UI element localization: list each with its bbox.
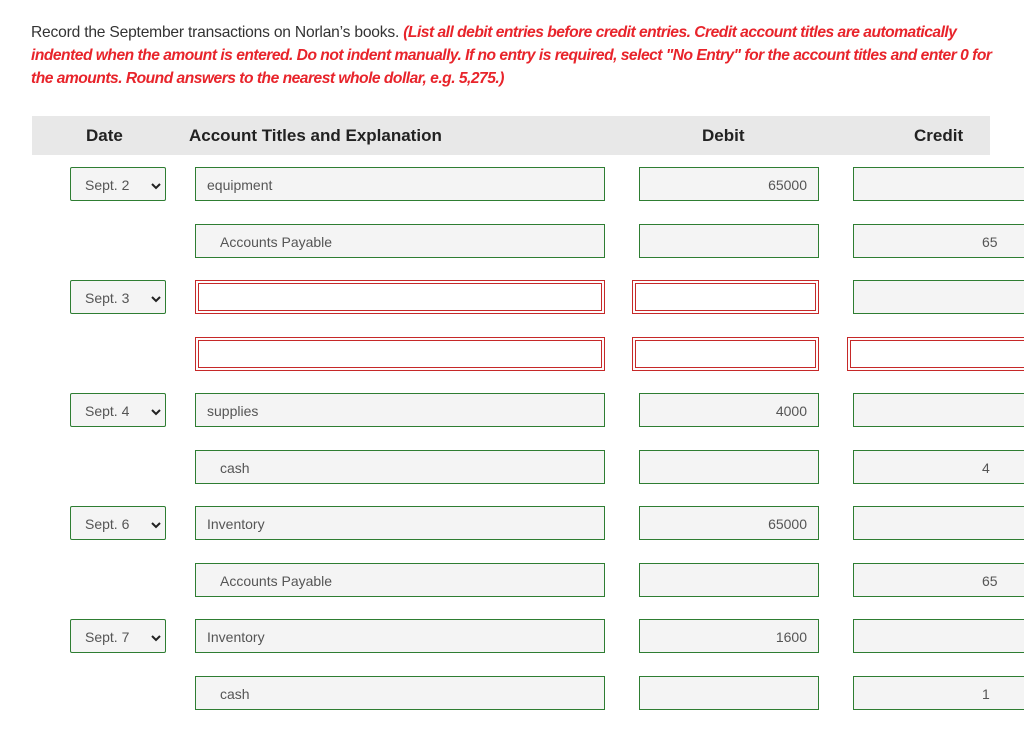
- date-select-value: Sept. 2: [85, 177, 130, 193]
- journal-row: [0, 167, 1024, 203]
- date-select[interactable]: [70, 280, 166, 314]
- account-title-field-value: cash: [220, 686, 250, 702]
- journal-row: [0, 393, 1024, 429]
- account-title-field-value: cash: [220, 460, 250, 476]
- journal-row: [0, 337, 1024, 373]
- account-title-field[interactable]: [195, 676, 605, 710]
- account-title-field[interactable]: [195, 450, 605, 484]
- debit-field[interactable]: [639, 167, 819, 201]
- credit-field[interactable]: [853, 224, 1024, 258]
- chevron-down-icon: [150, 292, 162, 304]
- debit-field[interactable]: [639, 619, 819, 653]
- date-select[interactable]: [70, 506, 166, 540]
- account-title-field[interactable]: [195, 619, 605, 653]
- account-title-field-value: Inventory: [207, 629, 265, 645]
- chevron-down-icon: [150, 405, 162, 417]
- credit-field-value: 65: [982, 234, 998, 250]
- account-title-field-value: Accounts Payable: [220, 234, 333, 250]
- header-credit: Credit: [914, 126, 964, 145]
- chevron-down-icon: [150, 518, 162, 530]
- debit-field-value: 65000: [768, 177, 807, 193]
- chevron-down-icon: [150, 631, 162, 643]
- credit-field[interactable]: [853, 506, 1024, 540]
- credit-field-value: 4: [982, 460, 990, 476]
- debit-field-inner: [635, 283, 816, 311]
- debit-field[interactable]: [639, 563, 819, 597]
- credit-field[interactable]: [853, 676, 1024, 710]
- credit-field[interactable]: [853, 619, 1024, 653]
- date-select[interactable]: [70, 619, 166, 653]
- header-date: Date: [86, 126, 123, 145]
- instructions-emphasis: (List all debit entries before credit entries. Credit account titles are automatically indented when the amount is entered. Do not indent manually. If no entry is required, select "No Entry" for the account titles and enter 0 for the amounts. Round answers to the nearest whole dollar, e.g. 5,275.): [31, 24, 992, 87]
- journal-row: [0, 224, 1024, 260]
- account-title-field[interactable]: [195, 393, 605, 427]
- header-account: Account Titles and Explanation: [189, 126, 442, 145]
- debit-field[interactable]: [639, 393, 819, 427]
- account-title-field-inner: [198, 340, 602, 368]
- journal-row: [0, 280, 1024, 316]
- date-select-value: Sept. 7: [85, 629, 130, 645]
- credit-field-value: 1: [982, 686, 990, 702]
- journal-row: [0, 450, 1024, 486]
- account-title-field-inner: [198, 283, 602, 311]
- chevron-down-icon: [150, 179, 162, 191]
- debit-field[interactable]: [632, 280, 819, 314]
- journal-row: [0, 563, 1024, 599]
- account-title-field-value: Accounts Payable: [220, 573, 333, 589]
- account-title-field[interactable]: [195, 506, 605, 540]
- debit-field-value: 1600: [775, 629, 807, 645]
- credit-field-value: 65: [982, 573, 998, 589]
- date-select-value: Sept. 3: [85, 290, 130, 306]
- journal-row: [0, 506, 1024, 542]
- credit-field-inner: [850, 340, 1024, 368]
- credit-field[interactable]: [853, 393, 1024, 427]
- account-title-field[interactable]: [195, 167, 605, 201]
- header-debit: Debit: [702, 126, 745, 145]
- journal-row: [0, 619, 1024, 655]
- debit-field[interactable]: [639, 450, 819, 484]
- debit-field-value: 65000: [768, 516, 807, 532]
- date-select-value: Sept. 6: [85, 516, 130, 532]
- debit-field[interactable]: [639, 224, 819, 258]
- debit-field[interactable]: [632, 337, 819, 371]
- debit-field-value: 4000: [775, 403, 807, 419]
- credit-field[interactable]: [847, 337, 1024, 371]
- account-title-field[interactable]: [195, 224, 605, 258]
- date-select-value: Sept. 4: [85, 403, 130, 419]
- account-title-field[interactable]: [195, 337, 605, 371]
- debit-field[interactable]: [639, 506, 819, 540]
- credit-field[interactable]: [853, 167, 1024, 201]
- credit-field[interactable]: [853, 280, 1024, 314]
- date-select[interactable]: [70, 167, 166, 201]
- instructions-plain: Record the September transactions on Norlan’s books.: [31, 24, 404, 41]
- account-title-field[interactable]: [195, 563, 605, 597]
- date-select[interactable]: [70, 393, 166, 427]
- credit-field[interactable]: [853, 563, 1024, 597]
- debit-field-inner: [635, 340, 816, 368]
- journal-row: [0, 676, 1024, 712]
- account-title-field[interactable]: [195, 280, 605, 314]
- account-title-field-value: Inventory: [207, 516, 265, 532]
- debit-field[interactable]: [639, 676, 819, 710]
- account-title-field-value: supplies: [207, 403, 259, 419]
- account-title-field-value: equipment: [207, 177, 273, 193]
- credit-field[interactable]: [853, 450, 1024, 484]
